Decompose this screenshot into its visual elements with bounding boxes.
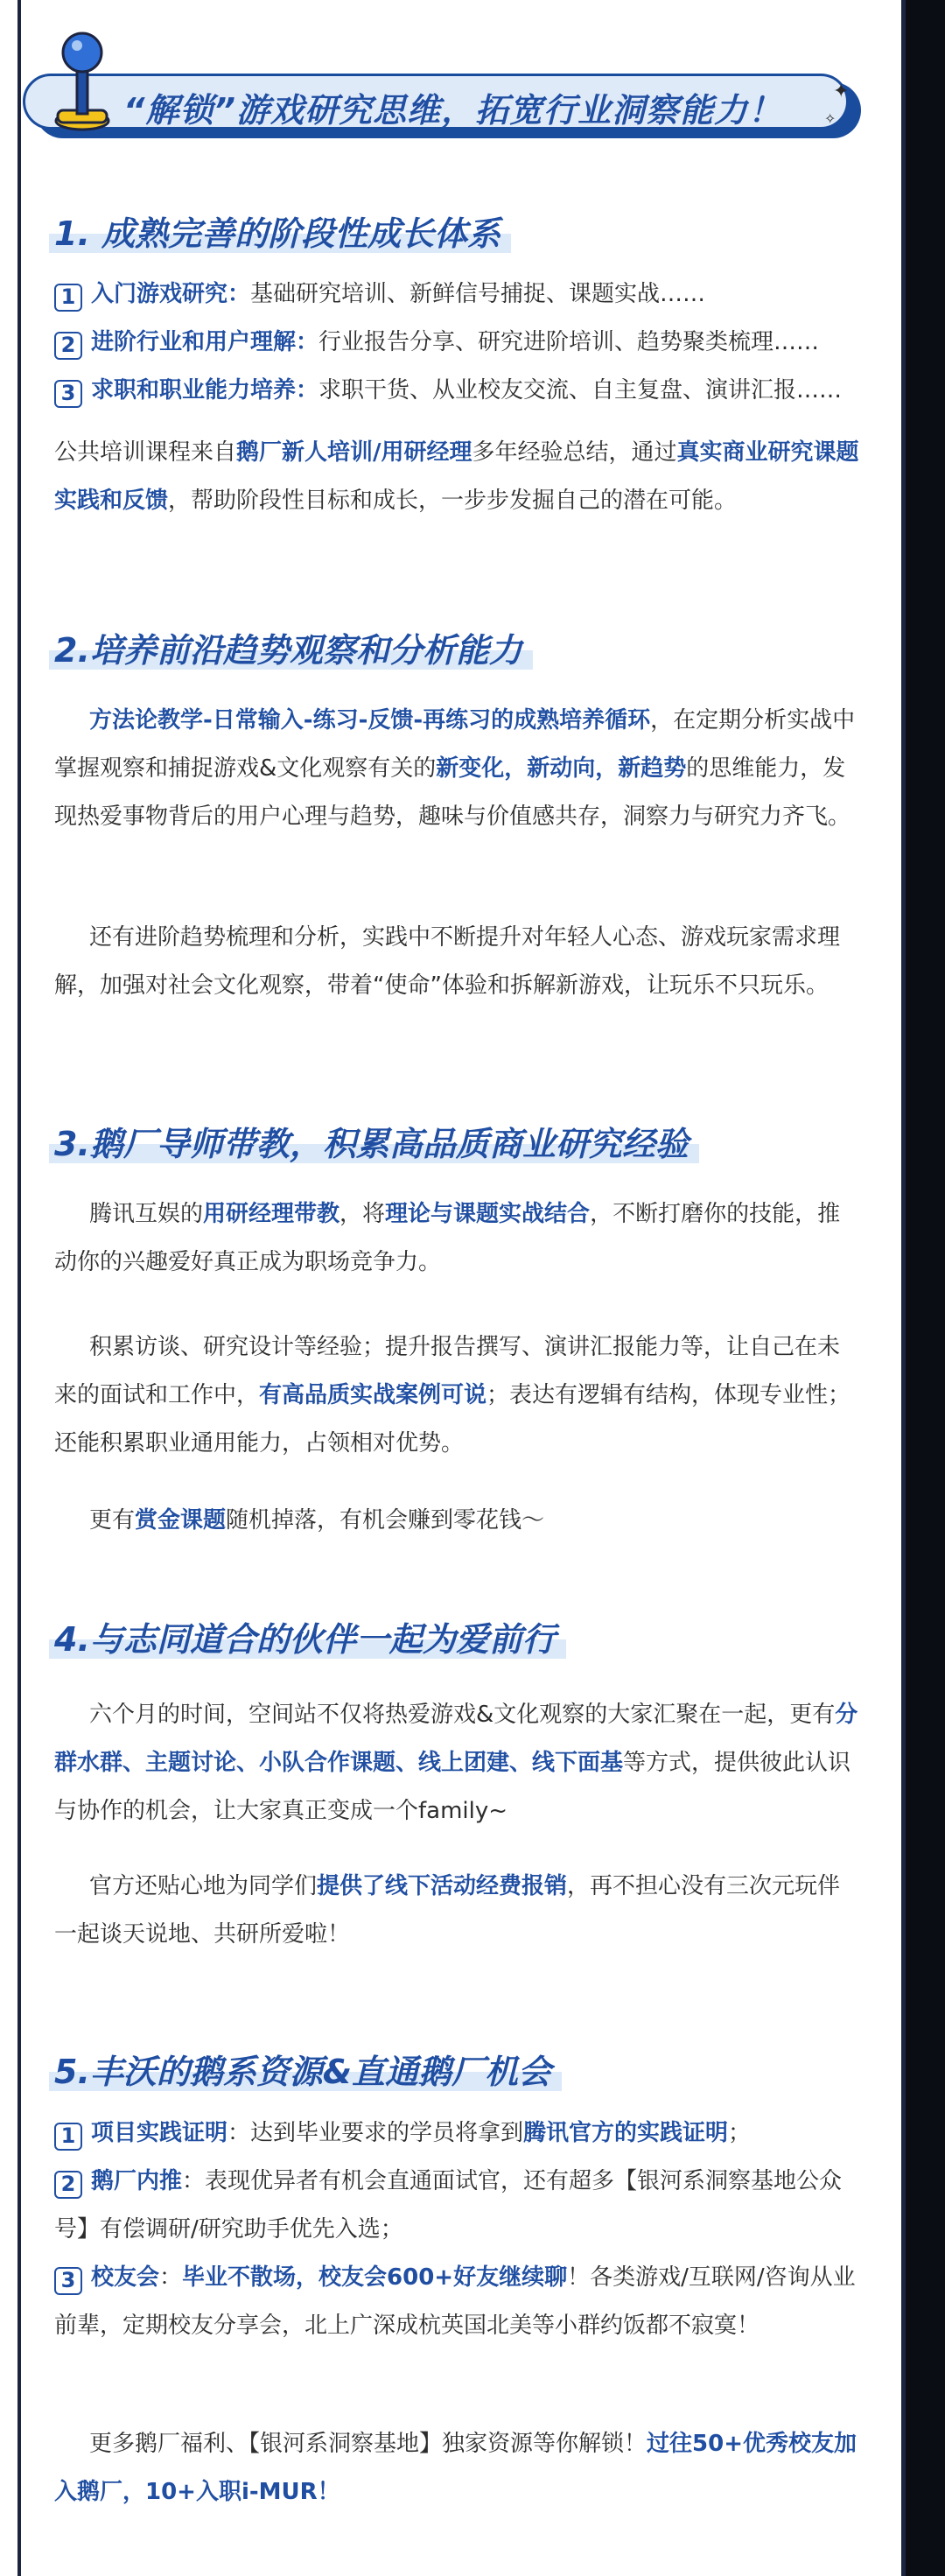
s5-paragraph: 更多鹅厂福利、【银河系洞察基地】独家资源等你解锁！过往50+优秀校友加入鹅厂，10+入职i-MUR！ xyxy=(54,2431,857,2505)
s4-paragraph-2: 官方还贴心地为同学们提供了线下活动经费报销，再不担心没有三次元玩伴一起谈天说地、共研所爱啦！ xyxy=(54,1873,841,1948)
s3-paragraph-1: 腾讯互娱的用研经理带教，将理论与课题实战结合，不断打磨你的技能，推动你的兴趣爱好真正成为职场竞争力。 xyxy=(54,1201,841,1275)
item-label: 入门游戏研究： xyxy=(91,281,251,307)
number-badge: 1 xyxy=(54,284,82,312)
header-banner xyxy=(23,74,861,138)
banner-body xyxy=(23,74,849,130)
section-3-title: 3.鹅厂导师带教，积累高品质商业研究经验 xyxy=(54,1117,689,1165)
section-4-title: 4.与志同道合的伙伴一起为爱前行 xyxy=(54,1612,556,1660)
s5-item-1: 1 项目实践证明：达到毕业要求的学员将拿到腾讯官方的实践证明； xyxy=(54,2109,859,2158)
item-label: 求职和职业能力培养： xyxy=(91,377,319,404)
item-label: 进阶行业和用户理解： xyxy=(91,329,319,355)
s2-paragraph-1: 方法论教学-日常输入-练习-反馈-再练习的成熟培养循环，在定期分析实战中掌握观察和捕捉游戏&文化观察有关的新变化，新动向，新趋势的思维能力，发现热爱事物背后的用户心理与趋势，趣味与价值感共存，洞察力与研究力齐飞。 xyxy=(54,707,856,830)
number-badge: 3 xyxy=(54,380,82,408)
s1-item-2 xyxy=(54,325,819,360)
s5-item-2: 2 鹅厂内推：表现优异者有机会直通面试官，还有超多【银河系洞察基地公众号】有偿调研/研究助手优先入选； xyxy=(54,2168,843,2243)
s2-paragraph-2: 还有进阶趋势梳理和分析，实践中不断提升对年轻人心态、游戏玩家需求理解，加强对社会文化观察，带着“使命”体验和拆解新游戏，让玩乐不只玩乐。 xyxy=(54,924,841,999)
item-text: 行业报告分享、研究进阶培训、趋势聚类梳理…… xyxy=(318,329,820,355)
sparkle-icon: ✧ xyxy=(824,110,836,127)
s3-paragraph-2: 积累访谈、研究设计等经验；提升报告撰写、演讲汇报能力等，让自己在未来的面试和工作中，有高品质实战案例可说；表达有逻辑有结构，体现专业性；还能积累职业通用能力，占领相对优势。 xyxy=(54,1334,851,1456)
number-badge: 2 xyxy=(54,2171,82,2199)
left-frame-border xyxy=(18,0,21,2576)
s1-item-1 xyxy=(54,277,705,312)
s3-paragraph-3: 更有赏金课题随机掉落，有机会赚到零花钱～ xyxy=(89,1507,545,1534)
number-badge: 1 xyxy=(54,2123,82,2151)
section-5-title: 5.丰沃的鹅系资源&直通鹅厂机会 xyxy=(54,2045,551,2093)
item-text: 基础研究培训、新鲜信号捕捉、课题实战…… xyxy=(250,281,706,307)
s1-paragraph: 公共培训课程来自鹅厂新人培训/用研经理多年经验总结，通过真实商业研究课题实践和反馈，帮助阶段性目标和成长，一步步发掘自己的潜在可能。 xyxy=(54,439,859,514)
joystick-icon xyxy=(51,30,121,135)
right-dark-edge xyxy=(906,0,945,2576)
banner-title: “解锁”游戏研究思维，拓宽行业洞察能力！ xyxy=(123,91,782,130)
s4-paragraph-1: 六个月的时间，空间站不仅将热爱游戏&文化观察的大家汇聚在一起，更有分群水群、主题讨论、小队合作课题、线上团建、线下面基等方式，提供彼此认识与协作的机会，让大家真正变成一个family~ xyxy=(54,1702,858,1824)
sparkle-icon: ✦ xyxy=(833,81,850,102)
number-badge: 3 xyxy=(54,2267,82,2295)
s1-item-3 xyxy=(54,373,842,408)
section-1-title: 1. 成熟完善的阶段性成长体系 xyxy=(54,207,500,255)
section-2-title: 2.培养前沿趋势观察和分析能力 xyxy=(54,623,522,671)
s5-item-3: 3 校友会：毕业不散场，校友会600+好友继续聊！各类游戏/互联网/咨询从业前辈，定期校友分享会，北上广深成杭英国北美等小群约饭都不寂寞！ xyxy=(54,2264,856,2339)
number-badge: 2 xyxy=(54,332,82,360)
item-text: 求职干货、从业校友交流、自主复盘、演讲汇报…… xyxy=(318,377,843,404)
